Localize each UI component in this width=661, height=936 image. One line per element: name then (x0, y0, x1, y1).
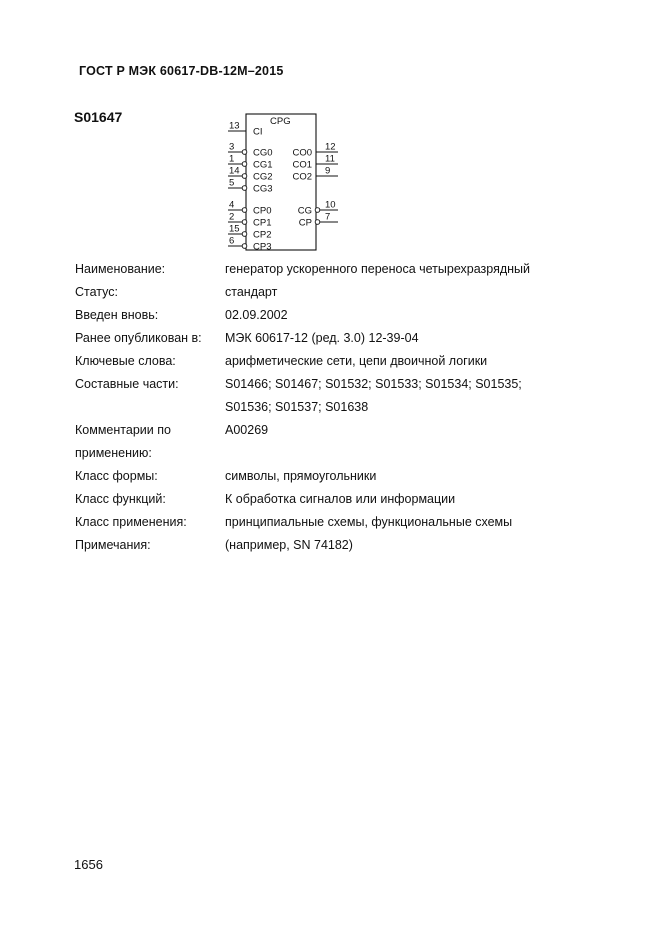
property-label: Наименование: (75, 262, 166, 276)
negation-circle (242, 208, 247, 213)
input-pin-number: 6 (229, 235, 235, 247)
document-header: ГОСТ Р МЭК 60617-DB-12M–2015 (79, 64, 284, 78)
page-number: 1656 (74, 857, 103, 872)
property-value: МЭК 60617-12 (ред. 3.0) 12-39-04 (225, 331, 419, 345)
negation-circle (315, 208, 320, 213)
property-label: Ключевые слова: (75, 354, 176, 368)
input-pin-label: CP3 (253, 241, 272, 252)
property-row (75, 442, 615, 465)
property-label: Класс формы: (75, 469, 158, 483)
input-pin-number: 14 (229, 165, 240, 177)
logic-symbol-diagram (224, 112, 344, 252)
property-row (75, 396, 615, 419)
property-row (75, 350, 615, 373)
property-value: S01536; S01537; S01638 (225, 400, 369, 414)
output-pin-number: 11 (325, 153, 335, 165)
input-pin-label: CG2 (253, 171, 273, 183)
property-label: Примечания: (75, 538, 151, 552)
property-value: (например, SN 74182) (225, 538, 353, 552)
property-label: Ранее опубликован в: (75, 331, 202, 345)
property-row (75, 258, 615, 281)
negation-circle (242, 162, 247, 167)
input-pin-label: CP0 (253, 205, 272, 217)
input-pin-label: CG3 (253, 183, 273, 195)
output-pin-number: 12 (325, 141, 336, 153)
property-label: применению: (75, 446, 152, 460)
symbol-name: CPG (270, 116, 291, 127)
property-row (75, 488, 615, 511)
property-row (75, 304, 615, 327)
input-pin-label: CG0 (253, 147, 273, 159)
negation-circle (242, 174, 247, 179)
input-pin-number: 1 (229, 153, 235, 165)
property-value: S01466; S01467; S01532; S01533; S01534; S01535; (225, 377, 522, 391)
properties-table (75, 258, 615, 557)
negation-circle (242, 186, 247, 191)
input-pin-number: 13 (229, 120, 240, 132)
property-label: Введен вновь: (75, 308, 159, 322)
property-value (225, 442, 615, 465)
property-label: Класс применения: (75, 515, 187, 529)
input-pin-number: 2 (229, 211, 235, 223)
input-pin-label: CP1 (253, 217, 272, 229)
input-pin-number: 4 (229, 199, 235, 211)
property-value: принципиальные схемы, функциональные схемы (225, 515, 513, 529)
input-pin-number: 3 (229, 141, 235, 153)
output-pin-number: 7 (325, 211, 331, 223)
property-value: символы, прямоугольники (225, 469, 377, 483)
input-pin-label: CI (253, 126, 263, 138)
property-row (75, 327, 615, 350)
output-pin-label: CG (297, 205, 312, 217)
property-row (75, 419, 615, 442)
negation-circle (242, 150, 247, 155)
output-pin-label: CO1 (292, 159, 312, 171)
property-value: A00269 (225, 423, 269, 437)
property-label: Комментарии по (75, 423, 171, 437)
output-pin-number: 9 (325, 165, 331, 177)
input-pin-number: 5 (229, 177, 235, 189)
property-value: К обработка сигналов или информации (225, 492, 456, 506)
property-value: 02.09.2002 (225, 308, 288, 322)
output-pin-label: CO2 (292, 171, 312, 183)
property-row (75, 465, 615, 488)
property-label: Статус: (75, 285, 118, 299)
property-row (75, 373, 615, 396)
input-pin-label: CG1 (253, 159, 273, 171)
input-pin-label: CP2 (253, 229, 272, 241)
property-label (75, 396, 225, 419)
property-value: стандарт (225, 285, 278, 299)
property-row (75, 534, 615, 557)
negation-circle (242, 220, 247, 225)
output-pin-label: CO0 (292, 147, 312, 159)
property-value: генератор ускоренного переноса четырехразрядный (225, 262, 531, 276)
output-pin-number: 10 (325, 199, 336, 211)
negation-circle (242, 244, 247, 249)
property-label: Составные части: (75, 377, 179, 391)
property-label: Класс функций: (75, 492, 166, 506)
symbol-code: S01647 (74, 109, 123, 125)
input-pin-number: 15 (229, 223, 240, 235)
negation-circle (315, 220, 320, 225)
property-row (75, 511, 615, 534)
property-row (75, 281, 615, 304)
property-value: арифметические сети, цепи двоичной логики (225, 354, 488, 368)
negation-circle (242, 232, 247, 237)
output-pin-label: CP (298, 217, 312, 229)
